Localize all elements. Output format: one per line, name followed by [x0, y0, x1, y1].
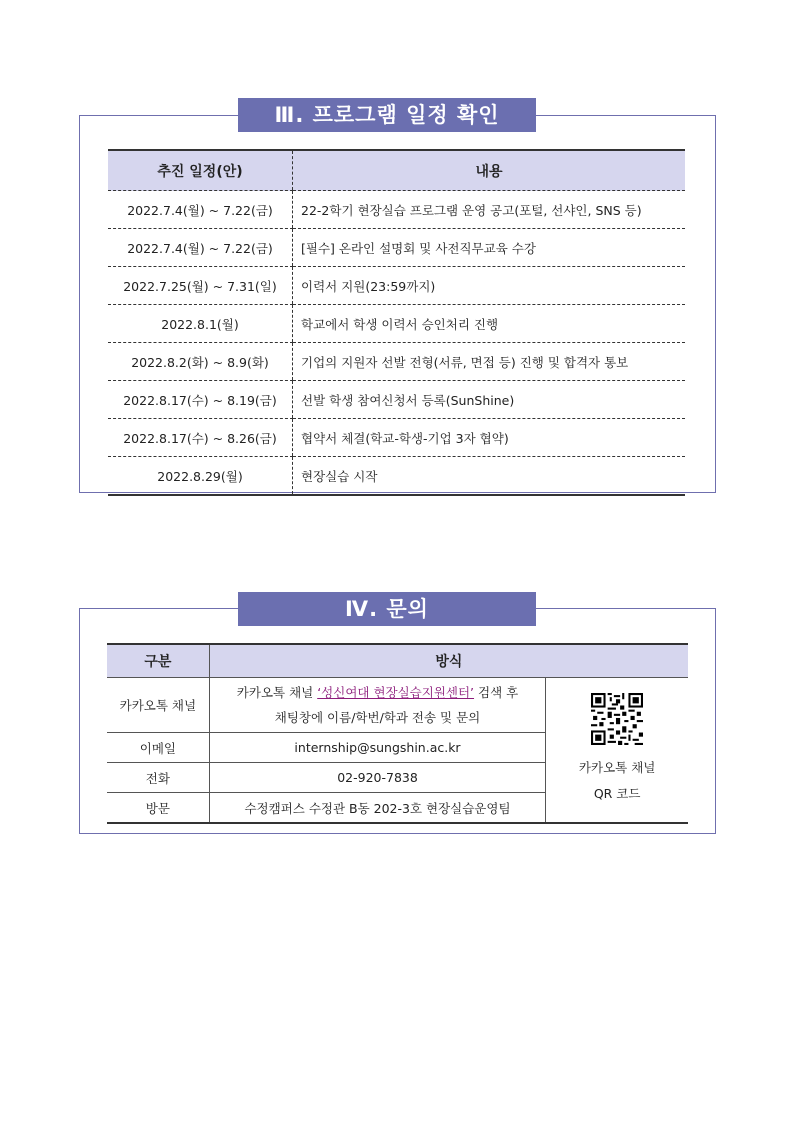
visit-value: 수정캠퍼스 수정관 B동 202-3호 현장실습운영팀: [209, 793, 546, 824]
inquiry-title: Ⅳ. 문의: [238, 592, 536, 626]
visit-label: 방문: [107, 793, 209, 824]
qr-caption-2: QR 코드: [593, 786, 641, 801]
header-schedule: 추진 일정(안): [108, 150, 293, 191]
schedule-header-row: [108, 150, 685, 191]
kakao-line1-suffix: 검색 후: [474, 685, 519, 700]
table-row: [108, 305, 685, 343]
header-content: 내용: [293, 150, 686, 191]
kakao-channel-link[interactable]: ‘성신여대 현장실습지원센터’: [317, 685, 475, 700]
header-method: 방식: [209, 644, 688, 678]
schedule-content: 22-2학기 현장실습 프로그램 운영 공고(포털, 선샤인, SNS 등): [293, 191, 686, 229]
schedule-content: 협약서 체결(학교-학생-기업 3자 협약): [293, 419, 686, 457]
schedule-content: 선발 학생 참여신청서 등록(SunShine): [293, 381, 686, 419]
qr-cell: [546, 678, 688, 824]
schedule-date: 2022.8.29(월): [108, 457, 293, 496]
qr-code-icon[interactable]: [591, 693, 643, 745]
schedule-date: 2022.8.17(수) ~ 8.26(금): [108, 419, 293, 457]
inquiry-header-row: [107, 644, 688, 678]
table-row: [108, 457, 685, 496]
table-row: [108, 419, 685, 457]
table-row: [107, 678, 688, 733]
schedule-date: 2022.7.4(월) ~ 7.22(금): [108, 191, 293, 229]
kakao-line1-prefix: 카카오톡 채널: [236, 685, 318, 700]
schedule-date: 2022.8.17(수) ~ 8.19(금): [108, 381, 293, 419]
table-row: [108, 343, 685, 381]
kakao-method: [209, 678, 546, 733]
header-category: 구분: [107, 644, 209, 678]
table-row: [108, 229, 685, 267]
schedule-date: 2022.8.1(월): [108, 305, 293, 343]
schedule-content: [필수] 온라인 설명회 및 사전직무교육 수강: [293, 229, 686, 267]
schedule-date: 2022.7.25(월) ~ 7.31(일): [108, 267, 293, 305]
table-row: [108, 381, 685, 419]
phone-value[interactable]: 02-920-7838: [209, 763, 546, 793]
kakao-label: 카카오톡 채널: [107, 678, 209, 733]
schedule-table: [108, 149, 685, 496]
table-row: [108, 191, 685, 229]
inquiry-table: [107, 643, 688, 824]
qr-caption-1: 카카오톡 채널: [578, 760, 656, 775]
schedule-content: 현장실습 시작: [293, 457, 686, 496]
schedule-content: 학교에서 학생 이력서 승인처리 진행: [293, 305, 686, 343]
schedule-content: 이력서 지원(23:59까지): [293, 267, 686, 305]
kakao-line2: 채팅창에 이름/학번/학과 전송 및 문의: [274, 710, 481, 725]
email-value[interactable]: internship@sungshin.ac.kr: [209, 733, 546, 763]
schedule-date: 2022.8.2(화) ~ 8.9(화): [108, 343, 293, 381]
table-row: [108, 267, 685, 305]
schedule-title: Ⅲ. 프로그램 일정 확인: [238, 98, 536, 132]
email-label: 이메일: [107, 733, 209, 763]
schedule-date: 2022.7.4(월) ~ 7.22(금): [108, 229, 293, 267]
schedule-content: 기업의 지원자 선발 전형(서류, 면접 등) 진행 및 합격자 통보: [293, 343, 686, 381]
phone-label: 전화: [107, 763, 209, 793]
